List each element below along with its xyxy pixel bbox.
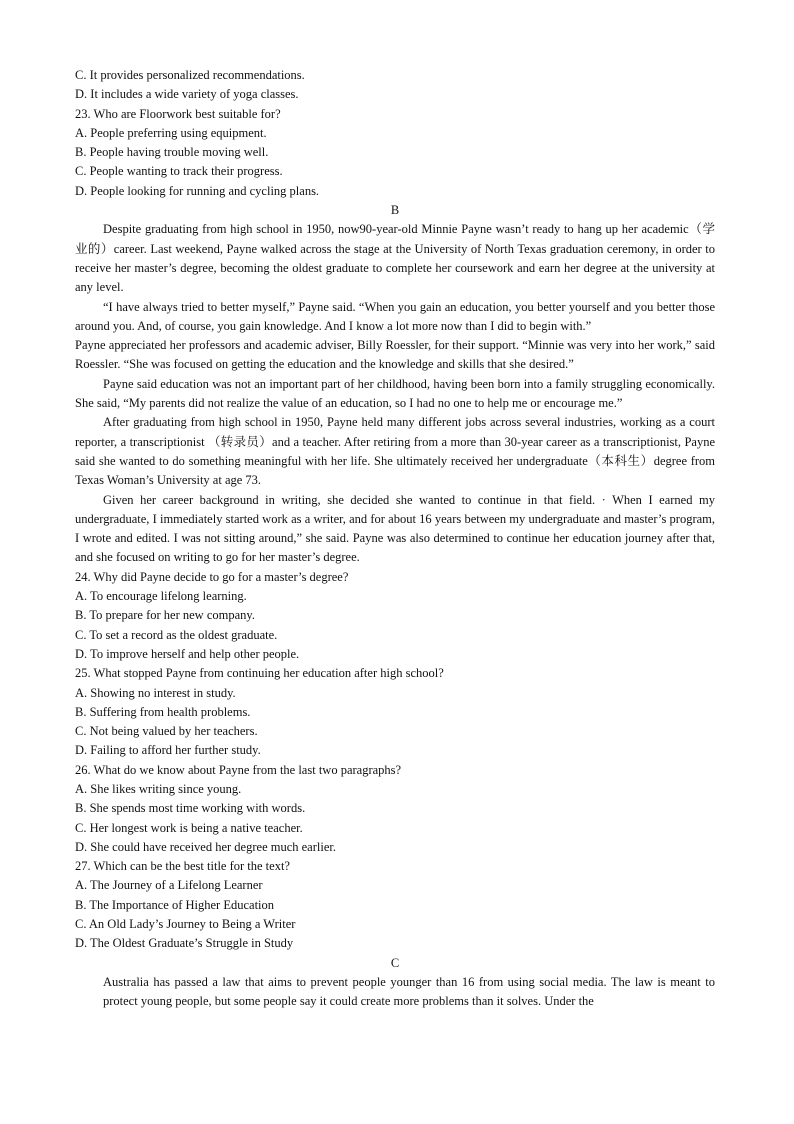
- exam-page: [75, 66, 715, 1012]
- passage-paragraph: Payne said education was not an important part of her childhood, having been born into a family struggling economically. She said, “My parents did not realize the value of an education, so I had no one to help me or encourage me.”: [75, 376, 715, 411]
- question-27: 27. Which can be the best title for the text?: [75, 859, 290, 874]
- option-line: B. She spends most time working with words.: [75, 801, 306, 816]
- option-line: D. To improve herself and help other people.: [75, 646, 300, 661]
- option-line: C. Her longest work is being a native teacher.: [75, 820, 303, 835]
- passage-paragraph: After graduating from high school in 1950, Payne held many different jobs across several industries, working as a court reporter, a transcriptionist （转录员）and a teacher. After retiring from a more than 30-year career as a transcriptionist, Payne said she wanted to do something meaningful with her life. She ultimately received her undergraduate（本科生）degree from Texas Woman’s University at age 73.: [75, 415, 715, 488]
- option-line: A. The Journey of a Lifelong Learner: [75, 878, 263, 893]
- option-line: A. Showing no interest in study.: [75, 685, 236, 700]
- option-line: B. People having trouble moving well.: [75, 145, 269, 160]
- option-line: A. People preferring using equipment.: [75, 125, 267, 140]
- question-24: 24. Why did Payne decide to go for a master’s degree?: [75, 569, 349, 584]
- option-line: C. People wanting to track their progress.: [75, 164, 283, 179]
- option-line: C. To set a record as the oldest graduate.: [75, 627, 278, 642]
- passage-paragraph: Australia has passed a law that aims to prevent people younger than 16 from using social media. The law is meant to protect young people, but some people say it could create more problems than it solves. Under the: [103, 974, 715, 1009]
- passage-paragraph: Despite graduating from high school in 1950, now90-year-old Minnie Payne wasn’t ready to hang up her academic（学业的）career. Last weekend, Payne walked across the stage at the University of North Texas graduation ceremony, in order to receive her master’s degree, becoming the oldest graduate to complete her coursework and earn her degree at the university at any level.: [75, 222, 715, 295]
- passage-paragraph: Given her career background in writing, she decided she wanted to continue in that field. · When I earned my undergraduate, I immediately started work as a writer, and for about 16 years between my undergraduate and master’s program, I wrote and edited. I was not sitting around,” she said. Payne was also determined to continue her education journey after that, and she focused on writing to go for her master’s degree.: [75, 492, 715, 565]
- question-23: 23. Who are Floorwork best suitable for?: [75, 106, 281, 121]
- option-line: D. The Oldest Graduate’s Struggle in Study: [75, 936, 294, 951]
- question-25: 25. What stopped Payne from continuing her education after high school?: [75, 666, 444, 681]
- question-26: 26. What do we know about Payne from the last two paragraphs?: [75, 762, 402, 777]
- option-line: B. The Importance of Higher Education: [75, 897, 275, 912]
- option-line: C. An Old Lady’s Journey to Being a Writer: [75, 917, 296, 932]
- section-c-heading: C: [390, 955, 400, 970]
- passage-paragraph: Payne appreciated her professors and academic adviser, Billy Roessler, for their support. “Minnie was very into her work,” said Roessler. “She was focused on getting the education and the knowledge and skills that she desired.”: [75, 338, 715, 372]
- option-line: C. It provides personalized recommendations.: [75, 68, 305, 82]
- option-line: B. To prepare for her new company.: [75, 608, 255, 623]
- option-line: A. To encourage lifelong learning.: [75, 589, 247, 604]
- option-line: A. She likes writing since young.: [75, 781, 242, 796]
- option-line: B. Suffering from health problems.: [75, 704, 251, 719]
- passage-paragraph: “I have always tried to better myself,” Payne said. “When you gain an education, you better yourself and you better those around you. And, of course, you gain knowledge. And I know a lot more now than I did to begin with.”: [75, 299, 715, 333]
- section-b-heading: B: [390, 203, 400, 218]
- option-line: D. She could have received her degree much earlier.: [75, 839, 336, 854]
- option-line: C. Not being valued by her teachers.: [75, 724, 258, 739]
- option-line: D. Failing to afford her further study.: [75, 743, 261, 758]
- option-line: D. People looking for running and cycling plans.: [75, 183, 320, 198]
- option-line: D. It includes a wide variety of yoga classes.: [75, 87, 299, 102]
